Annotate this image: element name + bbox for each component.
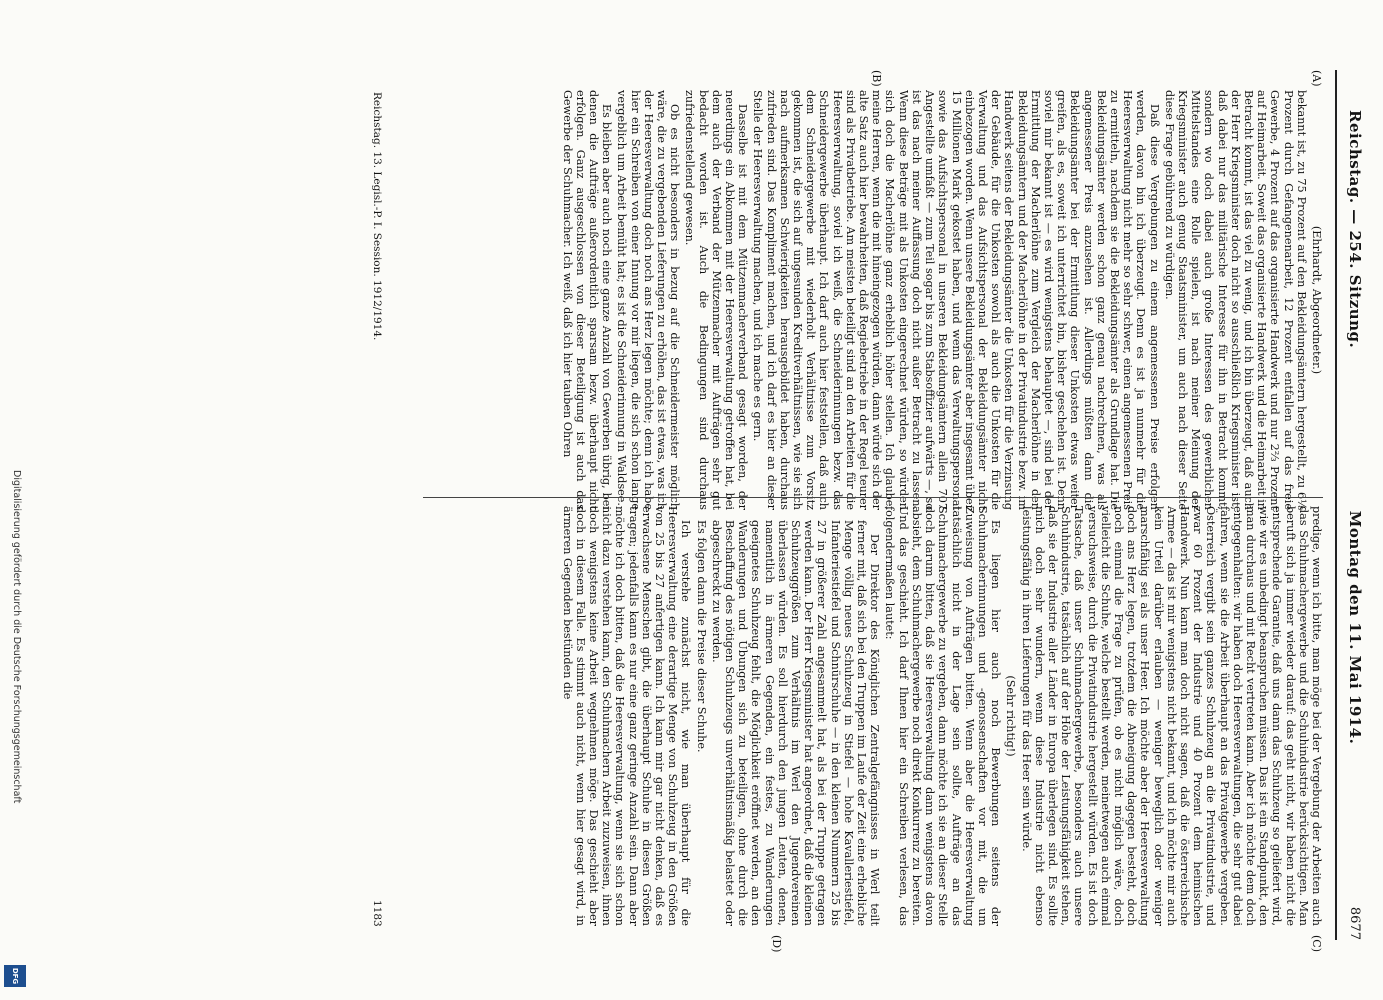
margin-marker-d: (D): [770, 935, 783, 953]
footer-page-number: 1183: [371, 900, 383, 927]
header-rule: [1335, 70, 1337, 940]
margin-marker-c: (C): [1310, 935, 1323, 952]
margin-marker-b: (B): [870, 70, 883, 87]
right-column: [558, 506, 1323, 926]
header-session: Reichstag. — 254. Sitzung.: [1346, 110, 1364, 349]
page-header: [1335, 70, 1375, 940]
paragraph: Daß diese Vergebungen zu einem angemessenen Preise erfolgen werden, davon bin ich überzeugt. Denn es ist ja nunmehr für die Heeresverwaltung nicht mehr so sehr schwer, einen angemessenen Preis zu ermitteln, nachdem sie die Bekleidungsämter als Grundlage hat. Die Bekleidungsämter werden schon ganz genau nachrechnen, was als angemessener Preis anzusehen ist. Allerdings müßten dann die Bekleidungsämter bei der Ermittlung dieser Unkosten etwas weiter greifen, als es, soweit ich unterrichtet bin, bisher geschehen ist. Denn soviel mir bekannt ist — es wird wenigstens behauptet —, sind bei der Ermittlung der Macherlöhne zum Vergleich der Macherlöhne in den Bekleidungsämtern und der Macherlöhne in der Privatindustrie bezw. im Handwerk seitens der Bekleidungsämter die Unkosten für die Verzinsung der Gebäude, für die Unkosten sowohl als auch die Unkosten für die Verwaltung und das Aufsichtspersonal der Bekleidungsämter nicht einbezogen worden. Wenn unsere Bekleidungsämter aber insgesamt über 15 Millionen Mark gekostet haben, und wenn das Verwaltungspersonal sowie das Aufsichtspersonal in unseren Bekleidungsämtern allein 707 Angestellte umfaßt — zum Teil sogar bis zum Stabsoffizier aufwärts —, so ist das nach meiner Auffassung doch nicht außer Betracht zu lassen. Wenn diese Beträge mit als Unkosten eingerechnet würden, so würden sich doch die Macherlöhne ganz erheblich höher stellen. Ich glaube, meine Herren, wenn die mit hineingezogen würden, dann würde sich der alte Satz auch hier bewahrheiten, daß Regiebetriebe in der Regel teurer sind als Privatbetriebe. Am meisten beteiligt sind an den Arbeiten für die Heeresverwaltung, soviel ich weiß, die Schneiderinnungen bezw. das Schneidergewerbe überhaupt. Ich darf auch hier feststellen, daß auch dem Schneidergewerbe mit wiederholt Verhältnisse zum Vorsitz gekommen ist, die sich auf ungesunden Kreditverhältnissen, wie sie sich nach aufmerksamen Schwierigkeiten herausgebildet haben, durchaus zufrieden sind. Das Kompliment machen, und ich darf es hier an dieser Stelle der Heeresverwaltung machen, und ich mache es gern.: [751, 90, 1161, 510]
paragraph: Dasselbe ist mit dem Mützenmacherverband gesagt worden, der neuerdings ein Abkommen mit der Heeresverwaltung getroffen hat, bei dem auch der Verband der Mützenmacher mit Aufträgen sehr gut bedacht worden ist. Auch die Bedingungen sind durchaus zufriedenstellend gewesen.: [683, 90, 750, 510]
header-page-number: 8677: [1347, 906, 1363, 940]
paragraph: Es folgen dann die Preise dieser Schuhe.: [694, 520, 708, 753]
footer-session: Reichstag. 13. Legisl.-P. I. Session. 1912/1914.: [371, 92, 383, 341]
paragraph: bekannt ist, zu 75 Prozent auf den Bekleidungsämtern hergestellt, zu 6⅛ Prozent durch Gefangenenarbeit, 12 Prozent entfallen auf das freie Gewerbe, 4 Prozent auf das organisierte Handwerk und nur 2⅔ Prozent auf Heimarbeit. Soweit das organisierte Handwerk und die Heimarbeit in Betracht kommt, ist das viel zu wenig, und ich bin überzeugt, daß auch der Herr Kriegsminister doch nicht so ausschließlich Kriegsminister ist, daß dabei nur das militärische Interesse für ihn in Betracht kommt, sondern wo doch dabei auch große Interessen des gewerblichen Mittelstandes eine Rolle spielen, ist nach meiner Meinung der Kriegsminister auch genug Staatsminister, um auch nach dieser Seite diese Frage gebührend zu würdigen.: [1162, 90, 1308, 510]
paragraph: Es bleiben aber auch noch eine ganze Anzahl von Gewerben übrig, bei denen die Aufträge außerordentlich sparsam bezw. überhaupt nicht erfolgen. Ganz ausgeschlossen von dieser Beteiligung ist auch das Gewerbe der Schuhmacher. Ich weiß, daß ich hier tauben Ohren: [560, 90, 614, 510]
column-divider: [423, 497, 1323, 498]
margin-marker-a: (A): [1310, 70, 1323, 87]
speaker-label: (Ehrhardt, Abgeordneter.): [1310, 225, 1323, 375]
paragraph: Es liegen hier auch noch Bewerbungen seitens der Schuhmacherinnungen und -genossenschaften vor mit, die um Zuweisung von Aufträgen bitten. Wenn aber die Heeresverwaltung tatsächlich nicht in der Lage sein sollte, Aufträge an das Schuhmachergewerbe zu vergeben, dann möchte ich sie an dieser Stelle doch darum bitten, daß sie Heeresverwaltung dann wenigstens davon absieht, dem Schuhmachergewerbe noch direkt Konkurrenz zu bereiten. Und das geschieht. Ich darf Ihnen hier ein Schreiben verlesen, das folgendermaßen lautet:: [883, 506, 1003, 926]
dfg-logo: DFG: [4, 965, 26, 987]
dfg-side-note: [8, 470, 22, 990]
left-column: [558, 90, 1323, 510]
quoted-letter: Der Direktor des Königlichen Zentralgefängnisses in Werl teilt ferner mit, daß sich bei den Truppen im Laufe der Zeit eine erhebliche Menge völlig neues Schuhzeug in Stiefel — hohe Kavalleriestiefel, Infanteriestiefel und Schnürschuhe — in den kleinen Nummern 25 bis 27 in größerer Zahl angesammelt hat, als bei der Truppe getragen werden kann. Der Herr Kriegsminister hat angeordnet, daß die kleinen Schuhzeuggrößen zum Verhältnis im Werl den Jugendvereinen überlassen würden. Es soll hierdurch den jungen Leuten, denen, namentlich in ärmeren Gegenden, ein festes, zu Wanderungen geeignetes Schuhzeug fehlt, die Möglichkeit eröffnet werden, an den Wanderungen und Übungen sich zu beteiligen, ohne durch die Beschaffung des nötigen Schuhzeugs unverhältnismäßig belastet oder abgeschreckt zu werden.: [709, 520, 882, 926]
paragraph: predige, wenn ich bitte, man möge bei der Vergebung der Arbeiten auch das Schuhmachergewerbe und die Schuhindustrie berücksichtigen. Man beruft sich ja immer wieder darauf: das geht nicht, wir haben nicht die entsprechende Garantie, daß uns dann das Schuhzeug so geliefert wird, wie wir es unbedingt beanspruchen müssen. Das ist ein Standpunkt, den man durchaus und mit Recht vertreten kann. Aber ich möchte dem doch entgegenhalten: wir haben doch Heeresverwaltungen, die sehr gut dabei fahren, wenn sie die Arbeit überhaupt an das Privatgewerbe vergeben. Österreich vergibt sein ganzes Schuhzeug an die Privatindustrie, und zwar 60 Prozent der Industrie und 40 Prozent dem heimischen Handwerk. Nun kann man doch nicht sagen, daß die österreichische Armee — das ist mir wenigstens nicht bekannt, und ich möchte mir auch kein Urteil darüber erlauben — weniger beweglich oder weniger marschfähig sei als unser Heer. Ich möchte aber der Heeresverwaltung doch ans Herz legen, trotzdem die Abneigung dagegen besteht, doch noch einmal die Frage zu prüfen, ob es nicht möglich wäre, doch vielleicht die Schuhe, welche bestellt werden, meinetwegen auch einmal versuchsweise, durch die Privatindustrie hergestellt würden. Es ist doch Tatsache, daß unser Schuhmachergewerbe, besonders auch unsere Schuhindustrie, tatsächlich auf der Höhe der Leistungsfähigkeit stehen, daß sie der Industrie aller Länder in Europa überlegen sind. Es sollte mich doch sehr wundern, wenn diese Industrie nicht ebenso leistungsfähig in ihren Lieferungen für das Heer sein würde.: [1019, 506, 1323, 926]
paragraph: Ob es nicht besonders in bezug auf die Schneidermeister möglich wäre, die zu vergebenden Lieferungen zu erhöhen, das ist etwas, was ich der Heeresverwaltung doch noch ans Herz legen möchte; denn ich habe hier ein Schreiben von einer Innung vor mir liegen, die sich schon lange vergeblich um Arbeit bemüht hat; es ist die Schneiderinnung in Waldsee.: [615, 90, 682, 510]
paragraph: Ich verstehe zunächst nicht, wie man überhaupt für die Heeresverwaltung eine derartige Menge von Schuhzeug in den Größen von 25 bis 27 anfertigen kann. Ich kann mir gar nicht denken, daß es erwachsene Menschen gibt, die überhaupt Schuhe in diesen Größen tragen; jedenfalls kann es nur eine ganz geringe Anzahl sein. Dann aber möchte ich doch bitten, daß die Heeresverwaltung, wenn sie sich schon nicht dazu verstehen kann, den Schuhmachern Arbeit zuzuweisen, ihnen doch wenigstens keine Arbeit wegnehmen möge. Das geschieht aber doch in diesem Falle. Es stimmt auch nicht, wenn hier gesagt wird, in ärmeren Gegenden bestünden die: [560, 506, 693, 926]
dfg-funding-note: Digitalisierung gefördert durch die Deutsche Forschungsgemeinschaft: [11, 470, 22, 804]
header-date: Montag den 11. Mai 1914.: [1346, 510, 1364, 745]
interjection: (Sehr richtig!): [1004, 675, 1018, 757]
